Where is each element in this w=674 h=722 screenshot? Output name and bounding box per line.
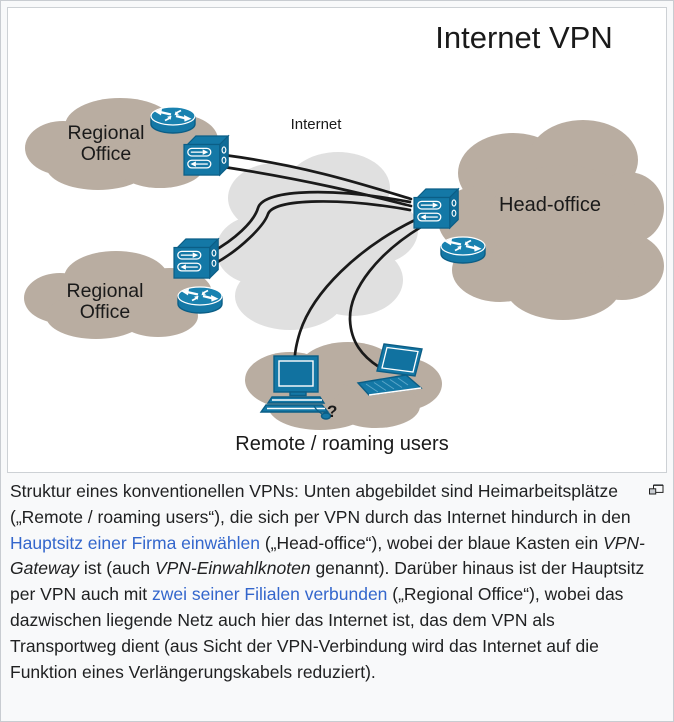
head-office-cloud <box>438 120 664 320</box>
caption-italic-text: VPN-Gateway <box>10 532 645 579</box>
router-icon-regional-bottom <box>178 287 222 313</box>
vpn-gateway-icon-head-office <box>414 189 458 228</box>
caption-text <box>10 481 645 682</box>
figure-caption <box>10 479 664 685</box>
enlarge-icon[interactable] <box>649 483 664 495</box>
caption-link[interactable]: Hauptsitz einer Firma einwählen <box>10 532 260 553</box>
caption-text-segment: genannt). Darüber hinaus ist der Hauptsitz per VPN auch mit <box>10 558 645 605</box>
regional-office-top-label-line2: Office <box>80 143 132 165</box>
regional-office-bottom-label-line1: Regional <box>66 280 144 302</box>
caption-link[interactable]: zwei seiner Filialen verbunden <box>152 584 388 605</box>
caption-italic-text: VPN-Einwahlknoten <box>154 558 311 579</box>
caption-text-segment: ist (auch <box>79 558 155 579</box>
vpn-network-diagram <box>8 8 666 472</box>
remote-users-label: Remote / roaming users <box>235 433 449 455</box>
regional-office-bottom-label-line2: Office <box>79 301 131 323</box>
head-office-label: Head-office <box>499 194 601 216</box>
vpn-gateway-icon-regional-top <box>184 136 228 175</box>
caption-text-segment: („Head-office“), wobei der blaue Kasten ein <box>259 532 604 553</box>
caption-text-segment: Struktur eines konventionellen VPNs: Unten abgebildet sind Heimarbeitsplätze („Remote / roaming users“), die sich per VPN durch das Internet hindurch in den <box>10 481 631 527</box>
router-icon-head-office <box>441 237 485 263</box>
router-icon-regional-top <box>151 107 195 133</box>
internet-label: Internet <box>290 116 342 133</box>
vpn-diagram-image[interactable] <box>7 7 667 473</box>
diagram-title: Internet VPN <box>435 20 613 55</box>
question-mark-label: ? <box>327 402 338 421</box>
caption-text-segment: („Regional Office“), wobei das dazwischen liegende Netz auch hier das Internet ist, das dem VPN als Transportweg dient (aus Sicht der VPN-Verbindung wird das Internet auf die Funktion eines Verlängerungskabels reduziert). <box>10 584 624 682</box>
vpn-gateway-icon-regional-bottom <box>174 239 218 278</box>
regional-office-top-label-line1: Regional <box>67 122 145 144</box>
enlarge-icon-glyph <box>649 483 664 495</box>
